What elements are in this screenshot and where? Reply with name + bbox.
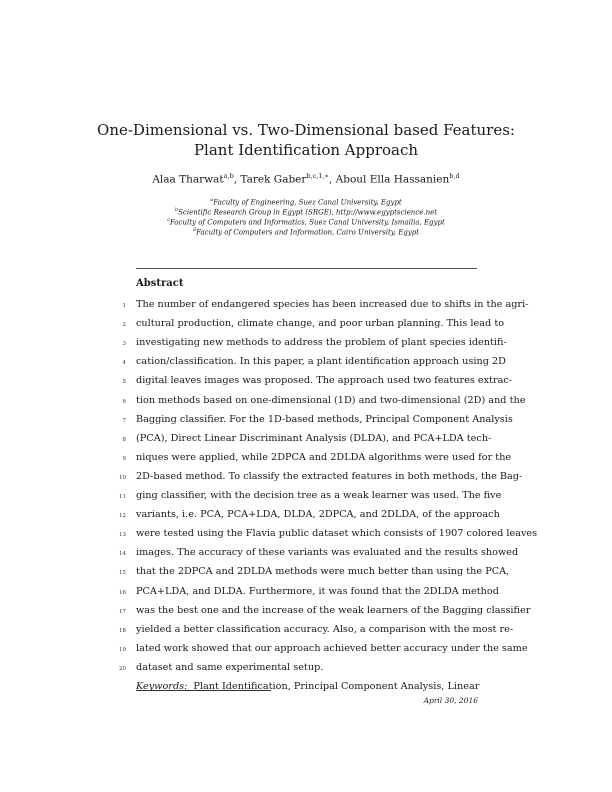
abstract-line: yielded a better classification accuracy. Also, a comparison with the most re-	[136, 623, 514, 635]
line-number: 4	[122, 360, 126, 367]
author-name: Aboul Ella Hassanien	[335, 173, 450, 186]
abstract-heading: Abstract	[136, 278, 184, 289]
line-number: 3	[122, 341, 126, 348]
abstract-line: tion methods based on one-dimensional (1D) and two-dimensional (2D) and the	[136, 394, 526, 406]
affiliation-text: Scientific Research Group in Egypt (SRGE), http://www.egyptscience.net	[178, 208, 438, 217]
abstract-line: variants, i.e. PCA, PCA+LDA, DLDA, 2DPCA, and 2DLDA, of the approach	[136, 509, 500, 521]
abstract-line: lated work showed that our approach achieved better accuracy under the same	[136, 642, 528, 654]
affiliation-mark: a	[210, 197, 214, 203]
abstract-line: ging classifier, with the decision tree as a weak learner was used. The five	[136, 490, 502, 501]
line-number: 19	[119, 646, 126, 653]
paper-title-line-1: One-Dimensional vs. Two-Dimensional based Features:	[97, 121, 515, 139]
abstract-line: investigating new methods to address the problem of plant species identifi-	[136, 337, 507, 349]
line-number: 14	[119, 551, 126, 558]
abstract-line: was the best one and the increase of the weak learners of the Bagging classifier	[136, 604, 531, 616]
keywords-text: Plant Identification, Principal Component Analysis, Linear	[193, 681, 480, 692]
affiliation-mark: b	[174, 207, 179, 213]
affiliation	[0, 225, 612, 237]
abstract-line: niques were applied, while 2DPCA and 2DLDA algorithms were used for the	[136, 451, 512, 463]
abstract-line: 2D-based method. To classify the extracted features in both methods, the Bag-	[136, 470, 523, 482]
paper-title-line-2: Plant Identification Approach	[193, 141, 419, 159]
preprint-date: April 30, 2016	[423, 696, 478, 705]
author-affiliation-mark: b,c,1,∗	[306, 172, 329, 180]
line-number: 11	[119, 494, 126, 500]
line-number: 2	[122, 322, 126, 329]
affiliation-text: Faculty of Computers and Information, Cairo University, Egypt	[196, 228, 420, 237]
line-number: 13	[119, 532, 126, 539]
abstract-line: dataset and same experimental setup.	[136, 661, 324, 673]
author-name: Tarek Gaber	[240, 173, 307, 186]
line-number: 10	[119, 474, 126, 481]
abstract-line: Bagging classifier. For the 1D-based methods, Principal Component Analysis	[136, 413, 513, 425]
author-list	[0, 172, 612, 186]
abstract-line: cation/classification. In this paper, a plant identification approach using 2D	[136, 356, 506, 368]
footnote-rule	[136, 690, 271, 691]
line-number: 9	[122, 455, 126, 462]
line-number: 15	[119, 570, 126, 577]
abstract-line: The number of endangered species has been increased due to shifts in the agri-	[136, 299, 529, 310]
abstract-line: digital leaves images was proposed. The approach used two features extrac-	[136, 375, 513, 387]
keywords-label: Keywords:	[136, 681, 188, 692]
abstract-line: PCA+LDA, and DLDA. Furthermore, it was found that the 2DLDA method	[136, 585, 499, 597]
abstract-line: that the 2DPCA and 2DLDA methods were much better than using the PCA,	[136, 566, 510, 578]
abstract-line: (PCA), Direct Linear Discriminant Analysis (DLDA), and PCA+LDA tech-	[136, 432, 492, 444]
author-affiliation-mark: b,d	[449, 172, 460, 180]
affiliation-text: Faculty of Engineering, Suez Canal University, Egypt	[213, 198, 402, 207]
author-name: Alaa Tharwat	[152, 173, 224, 186]
author-separator: ,	[328, 173, 336, 186]
affiliation-text: Faculty of Computers and Informatics, Suez Canal University, Ismailia, Egypt	[170, 218, 445, 227]
line-number: 6	[122, 398, 126, 405]
abstract-top-rule	[136, 268, 477, 269]
line-number: 7	[122, 417, 126, 424]
affiliation-mark: d	[192, 227, 197, 233]
line-number: 16	[119, 589, 126, 596]
abstract-line: cultural production, climate change, and poor urban planning. This lead to	[136, 318, 505, 330]
line-number: 20	[119, 665, 126, 672]
line-number: 8	[122, 436, 126, 443]
affiliation-mark: c	[167, 217, 170, 223]
line-number: 12	[119, 513, 126, 520]
line-number: 17	[119, 608, 126, 615]
abstract-line: images. The accuracy of these variants was evaluated and the results showed	[136, 547, 519, 559]
line-number: 5	[122, 379, 126, 386]
line-number: 1	[122, 303, 126, 309]
abstract-line: were tested using the Flavia public dataset which consists of 1907 colored leaves	[136, 528, 538, 540]
author-separator: ,	[233, 173, 241, 186]
line-number: 18	[119, 627, 126, 634]
author-affiliation-mark: a,b	[223, 172, 234, 180]
